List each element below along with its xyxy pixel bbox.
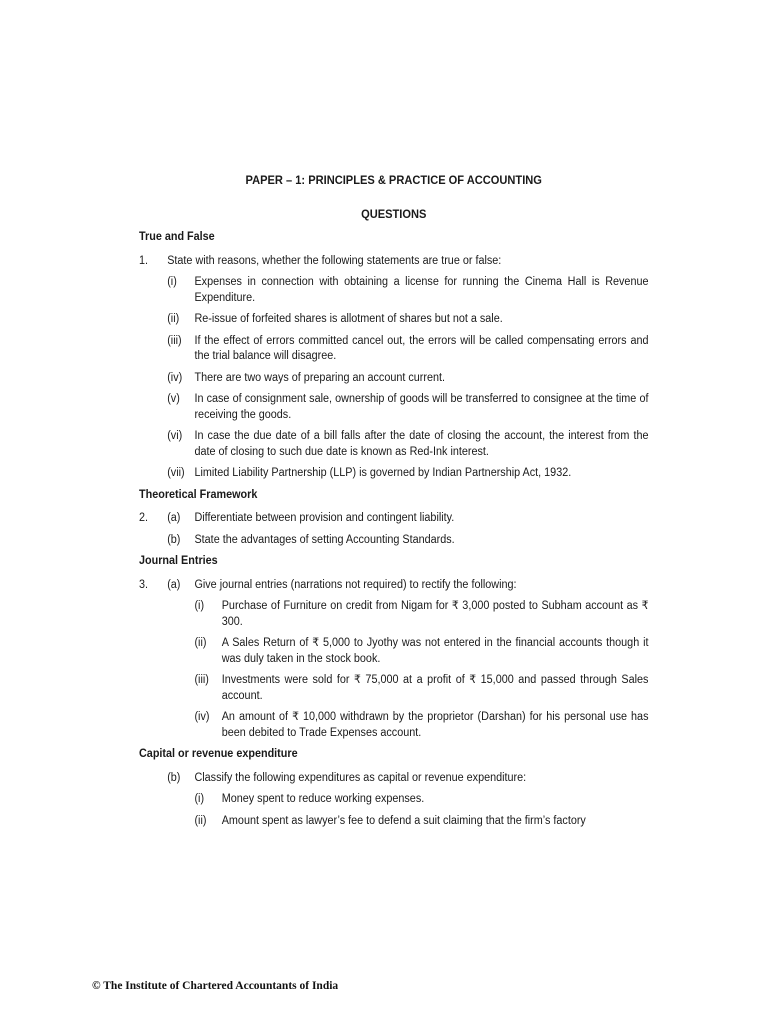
part-number: (a) [167, 578, 181, 591]
section-heading-journal: Journal Entries [139, 555, 218, 567]
question-3a [139, 578, 648, 594]
question-3b [139, 771, 648, 787]
item-text: There are two ways of preparing an account current. [194, 371, 446, 384]
part-text: Classify the following expenditures as capital or revenue expenditure: [194, 771, 527, 784]
item-number: (i) [167, 276, 177, 288]
item-number: (ii) [167, 313, 180, 325]
item-text: State the advantages of setting Accounting Standards. [194, 533, 455, 546]
question-number: 3. [139, 578, 149, 591]
question-text: State with reasons, whether the following statements are true or false: [167, 254, 502, 267]
list-item [139, 792, 648, 808]
item-text: If the effect of errors committed cancel out, the errors will be called compensating errors and the trial balance will disagree. [194, 334, 649, 362]
item-text: In case the due date of a bill falls after the date of closing the account, the interest from the date of closing to such due date is known as Red-Ink interest. [194, 430, 649, 458]
item-text: Re-issue of forfeited shares is allotment of shares but not a sale. [194, 313, 503, 325]
section-heading-capital: Capital or revenue expenditure [139, 748, 298, 760]
question-number: 1. [139, 254, 149, 267]
item-number: (iii) [194, 674, 209, 686]
list-item [139, 599, 648, 630]
item-text: Investments were sold for ₹ 75,000 at a profit of ₹ 15,000 and passed through Sales account. [221, 674, 649, 702]
copyright-footer: © The Institute of Chartered Accountants of India [92, 980, 339, 992]
item-text: In case of consignment sale, ownership of goods will be transferred to consignee at the time of receiving the goods. [194, 393, 649, 421]
part-text: Give journal entries (narrations not required) to rectify the following: [194, 578, 517, 591]
list-item [139, 533, 648, 549]
list-item [139, 814, 648, 830]
section-heading-true-false: True and False [139, 231, 215, 243]
item-number: (a) [167, 512, 181, 524]
item-text: Money spent to reduce working expenses. [221, 793, 425, 805]
item-number: (iii) [167, 334, 182, 347]
list-item [139, 392, 648, 423]
list-item [139, 312, 648, 328]
item-number: (vi) [167, 430, 183, 442]
item-text: Amount spent as lawyer’s fee to defend a suit claiming that the firm’s factory [221, 814, 586, 827]
list-item [139, 275, 648, 306]
list-item [139, 673, 648, 704]
list-item [139, 636, 648, 667]
item-text: Purchase of Furniture on credit from Nigam for ₹ 3,000 posted to Subham account as ₹ 300. [221, 600, 649, 628]
questions-heading: QUESTIONS [361, 206, 427, 221]
question-1 [139, 254, 648, 270]
item-text: Differentiate between provision and contingent liability. [194, 512, 455, 524]
list-item [139, 710, 648, 741]
part-number: (b) [167, 771, 181, 784]
item-number: (i) [194, 793, 205, 805]
question-number: 2. [139, 512, 149, 524]
item-number: (ii) [194, 814, 207, 827]
item-number: (iv) [194, 711, 210, 723]
item-text: An amount of ₹ 10,000 withdrawn by the proprietor (Darshan) for his personal use has been debited to Trade Expenses account. [221, 711, 649, 739]
item-number: (iv) [167, 371, 183, 384]
list-item [139, 371, 648, 387]
item-text: Limited Liability Partnership (LLP) is governed by Indian Partnership Act, 1932. [194, 467, 572, 479]
item-number: (i) [194, 600, 205, 612]
paper-title: PAPER – 1: PRINCIPLES & PRACTICE OF ACCOUNTING [245, 173, 542, 187]
list-item [139, 334, 648, 365]
item-number: (vii) [167, 467, 185, 479]
item-number: (v) [167, 393, 180, 405]
item-number: (b) [167, 533, 181, 546]
list-item [139, 429, 648, 460]
list-item [139, 466, 648, 482]
item-text: A Sales Return of ₹ 5,000 to Jyothy was not entered in the financial accounts though it was duly taken in the stock book. [221, 637, 649, 665]
section-heading-theoretical: Theoretical Framework [139, 488, 258, 501]
item-number: (ii) [194, 637, 207, 649]
question-2a [139, 511, 648, 527]
document-body [139, 173, 648, 835]
item-text: Expenses in connection with obtaining a license for running the Cinema Hall is Revenue Expenditure. [194, 276, 649, 304]
